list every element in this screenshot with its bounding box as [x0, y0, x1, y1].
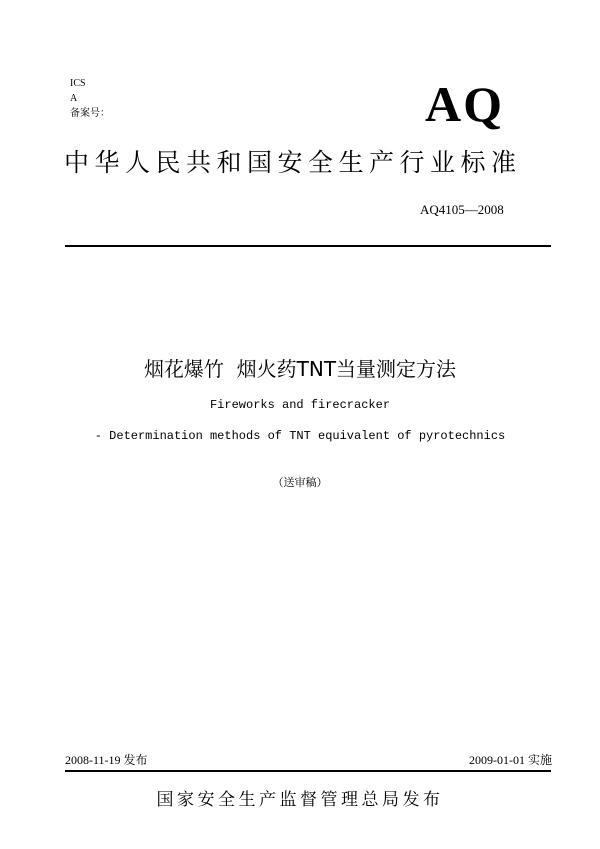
issuing-authority: 国家安全生产监督管理总局发布: [156, 790, 444, 810]
ics-label: ICS: [70, 78, 86, 89]
document-title-chinese: 烟花爆竹 烟火药TNT当量测定方法: [143, 357, 457, 381]
draft-status: （送审稿）: [272, 476, 328, 489]
bottom-divider: [65, 770, 551, 772]
classification-label: A: [70, 93, 78, 104]
aq-logo: AQ: [425, 76, 504, 132]
record-number-label: 备案号：: [70, 108, 110, 119]
standard-number: AQ4105—2008: [420, 202, 504, 217]
top-divider: [65, 245, 551, 247]
issue-date: 2008-11-19 发布: [65, 753, 148, 767]
document-title-english-line1: Fireworks and firecracker: [209, 398, 391, 412]
effective-date: 2009-01-01 实施: [469, 753, 552, 767]
document-title-english-line2: - Determination methods of TNT equivalent of pyrotechnics: [94, 429, 506, 443]
standard-category: 中华人民共和国安全生产行业标准: [64, 148, 522, 177]
